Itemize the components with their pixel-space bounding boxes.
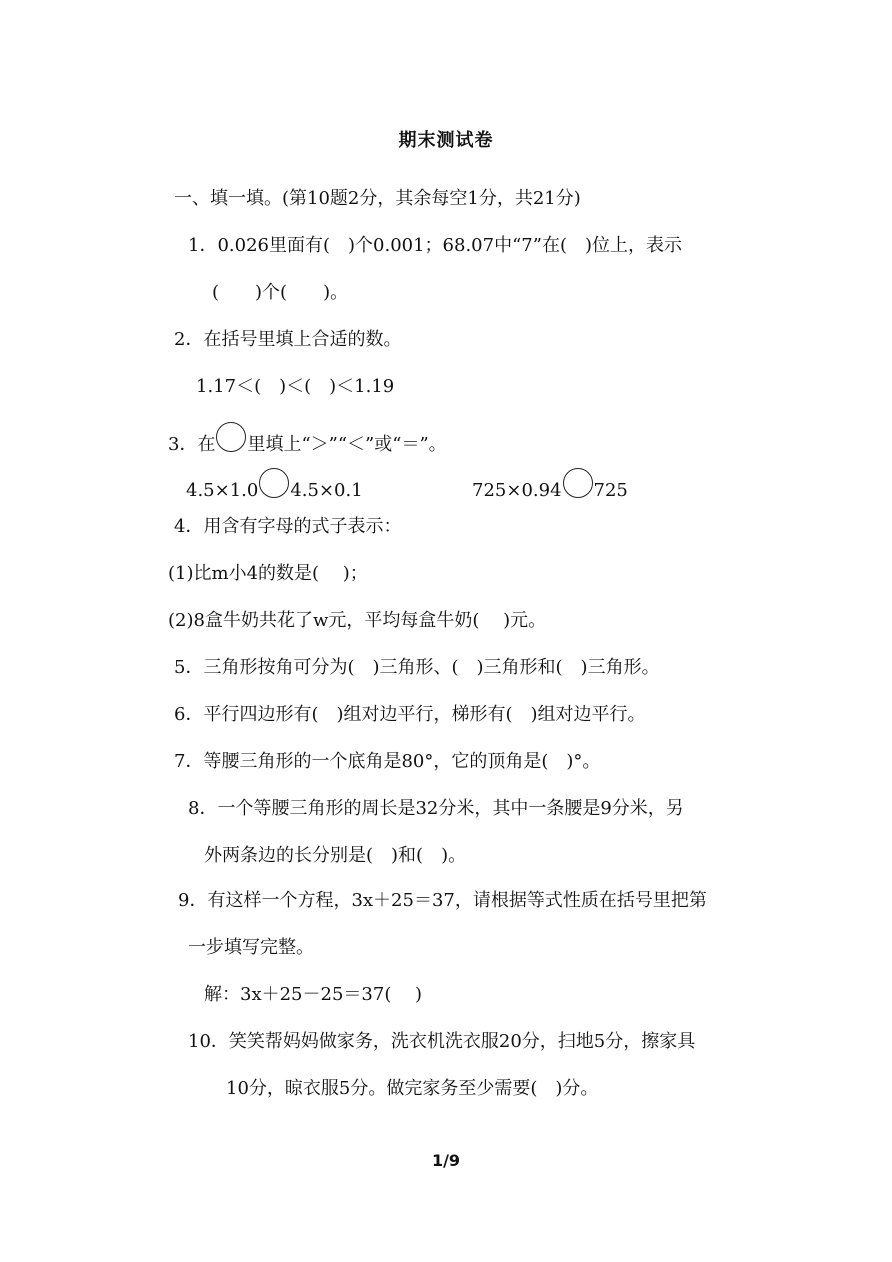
comparison-left-b: 4.5×0.1 [290,480,363,501]
circle-blank-icon[interactable] [563,468,593,498]
circle-blank-icon[interactable] [259,468,289,498]
page-number: 1/9 [431,1151,461,1170]
question-2-line-2: 1.17＜( )＜( )＜1.19 [196,376,395,397]
comparison-right-a: 725×0.94 [472,480,562,501]
question-9-line-2: 一步填写完整。 [188,937,314,958]
question-9-line-3: 解：3x＋25－25＝37( ) [204,984,423,1005]
question-2-line-1: 2．在括号里填上合适的数。 [174,329,402,350]
question-1-line-2: ( )个( )。 [212,282,349,303]
page-title: 期末测试卷 [398,130,494,151]
question-3-line-1 [168,422,447,457]
question-10-line-2: 10分，晾衣服5分。做完家务至少需要( )分。 [226,1078,599,1099]
comparison-right-b: 725 [593,480,628,501]
question-8-line-2: 外两条边的长分别是( )和( )。 [204,845,467,866]
question-3-comparison-left [186,468,363,503]
section-heading: 一、填一填。(第10题2分，其余每空1分，共21分) [174,188,581,209]
question-4-line-1: 4．用含有字母的式子表示： [174,516,402,537]
question-3-comparison-right [472,468,628,503]
question-8-line-1: 8．一个等腰三角形的周长是32分米，其中一条腰是9分米，另 [188,798,684,819]
circle-blank-icon [216,422,246,452]
question-5: 5．三角形按角可分为( )三角形、( )三角形和( )三角形。 [174,657,660,678]
question-10-line-1: 10．笑笑帮妈妈做家务，洗衣机洗衣服20分，扫地5分，擦家具 [188,1031,696,1052]
question-3-prefix: 3．在 [168,434,216,455]
question-4-line-3: (2)8盒牛奶共花了w元，平均每盒牛奶( )元。 [168,610,547,631]
question-6: 6．平行四边形有( )组对边平行，梯形有( )组对边平行。 [174,704,646,725]
question-7: 7．等腰三角形的一个底角是80°，它的顶角是( )°。 [174,751,601,772]
question-1-line-1: 1．0.026里面有( )个0.001；68.07中“7”在( )位上，表示 [188,235,682,256]
question-3-suffix: 里填上“＞”“＜”或“＝”。 [247,434,447,455]
comparison-left-a: 4.5×1.0 [186,480,259,501]
question-9-line-1: 9．有这样一个方程，3x＋25＝37，请根据等式性质在括号里把第 [178,890,707,911]
question-4-line-2: (1)比m小4的数是( )； [168,563,368,584]
